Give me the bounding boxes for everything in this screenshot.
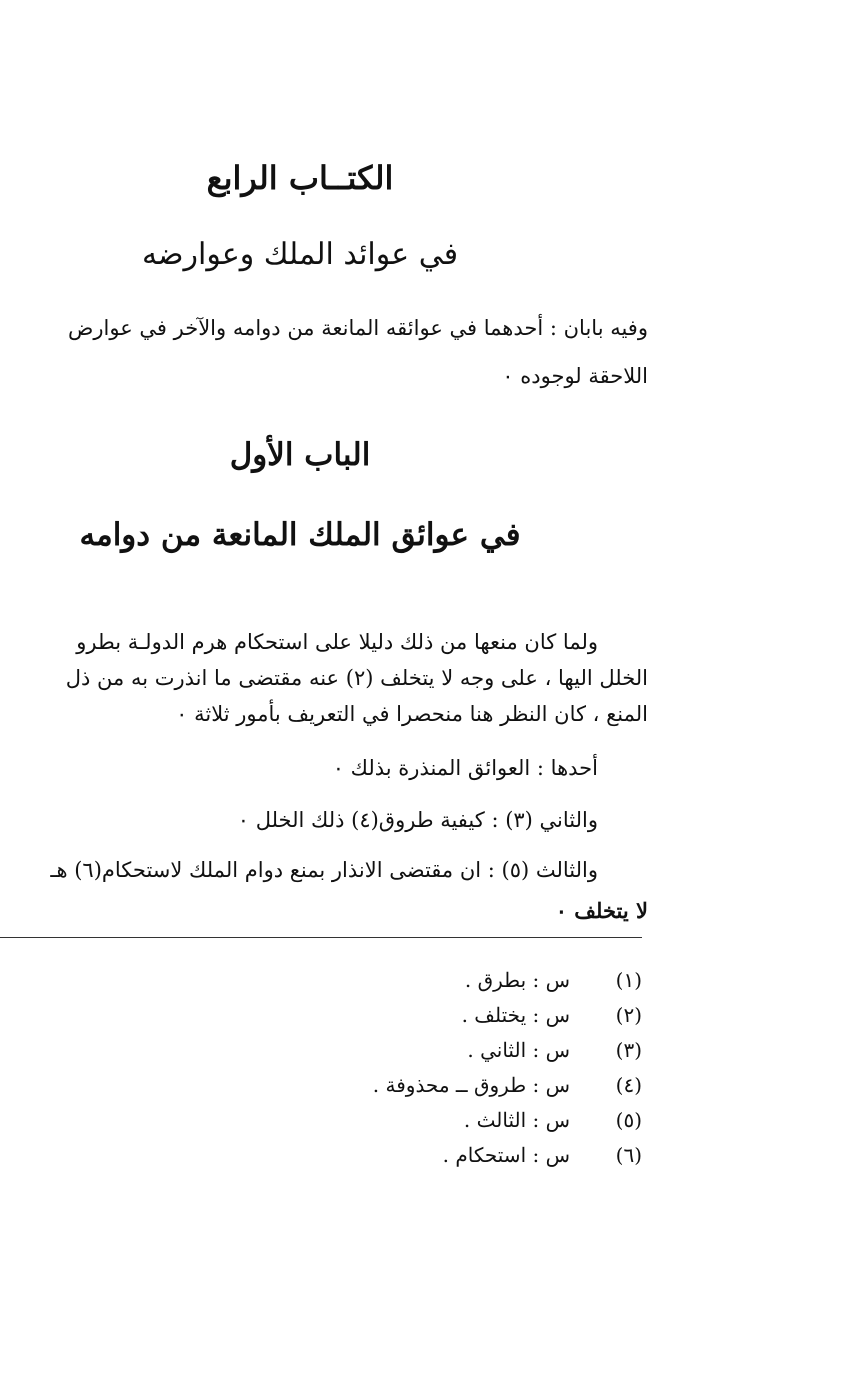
footnote-text: س : بطرق .	[464, 968, 570, 992]
footnote-row	[0, 1108, 855, 1138]
item-line-3: والثالث (٥) : ان مقتضى الانذار بمنع دوام الملك لاستحكام(٦) هـ	[50, 858, 598, 882]
footnote-row	[0, 968, 855, 998]
footnote-text: س : الثاني .	[467, 1038, 570, 1062]
footnote-row	[0, 1038, 855, 1068]
footnote-number: (٣)	[615, 1038, 642, 1062]
footnote-row	[0, 1143, 855, 1173]
item-line-2: والثاني (٣) : كيفية طروق(٤) ذلك الخلل ٠	[237, 808, 598, 832]
footnote-text: س : الثالث .	[463, 1108, 570, 1132]
chapter-title: الباب الأول	[229, 437, 371, 473]
paragraph-line-2: الخلل اليها ، على وجه لا يتخلف (٢) عنه مقتضى ما انذرت به من ذل	[65, 666, 648, 690]
book-title: الكتــاب الرابع	[206, 159, 394, 197]
item-line-4: لا يتخلف ٠	[555, 898, 648, 923]
footnote-text: س : طروق ــ محذوفة .	[372, 1073, 570, 1097]
item-line-1: أحدها : العوائق المنذرة بذلك ٠	[332, 756, 598, 780]
chapter-subtitle: في عوائق الملك المانعة من دوامه	[79, 517, 521, 553]
footnote-text: س : استحكام .	[442, 1143, 570, 1167]
intro-line-1: وفيه بابان : أحدهما في عوائقه المانعة من دوامه والآخر في عوارض	[67, 316, 648, 340]
paragraph-line-3: المنع ، كان النظر هنا منحصرا في التعريف بأمور ثلاثة ٠	[176, 702, 648, 726]
footnote-row	[0, 1003, 855, 1033]
footnote-number: (٥)	[615, 1108, 642, 1132]
intro-line-2: اللاحقة لوجوده ٠	[502, 364, 648, 388]
footnote-number: (٤)	[615, 1073, 642, 1097]
footnote-row	[0, 1073, 855, 1103]
footnote-number: (٢)	[615, 1003, 642, 1027]
paragraph-line-1: ولما كان منعها من ذلك دليلا على استحكام هرم الدولـة بطرو	[76, 630, 598, 654]
footnote-number: (١)	[615, 968, 642, 992]
book-subtitle: في عوائد الملك وعوارضه	[141, 237, 459, 272]
footnote-divider	[0, 937, 642, 938]
footnote-number: (٦)	[615, 1143, 642, 1167]
footnote-text: س : يختلف .	[461, 1003, 570, 1027]
